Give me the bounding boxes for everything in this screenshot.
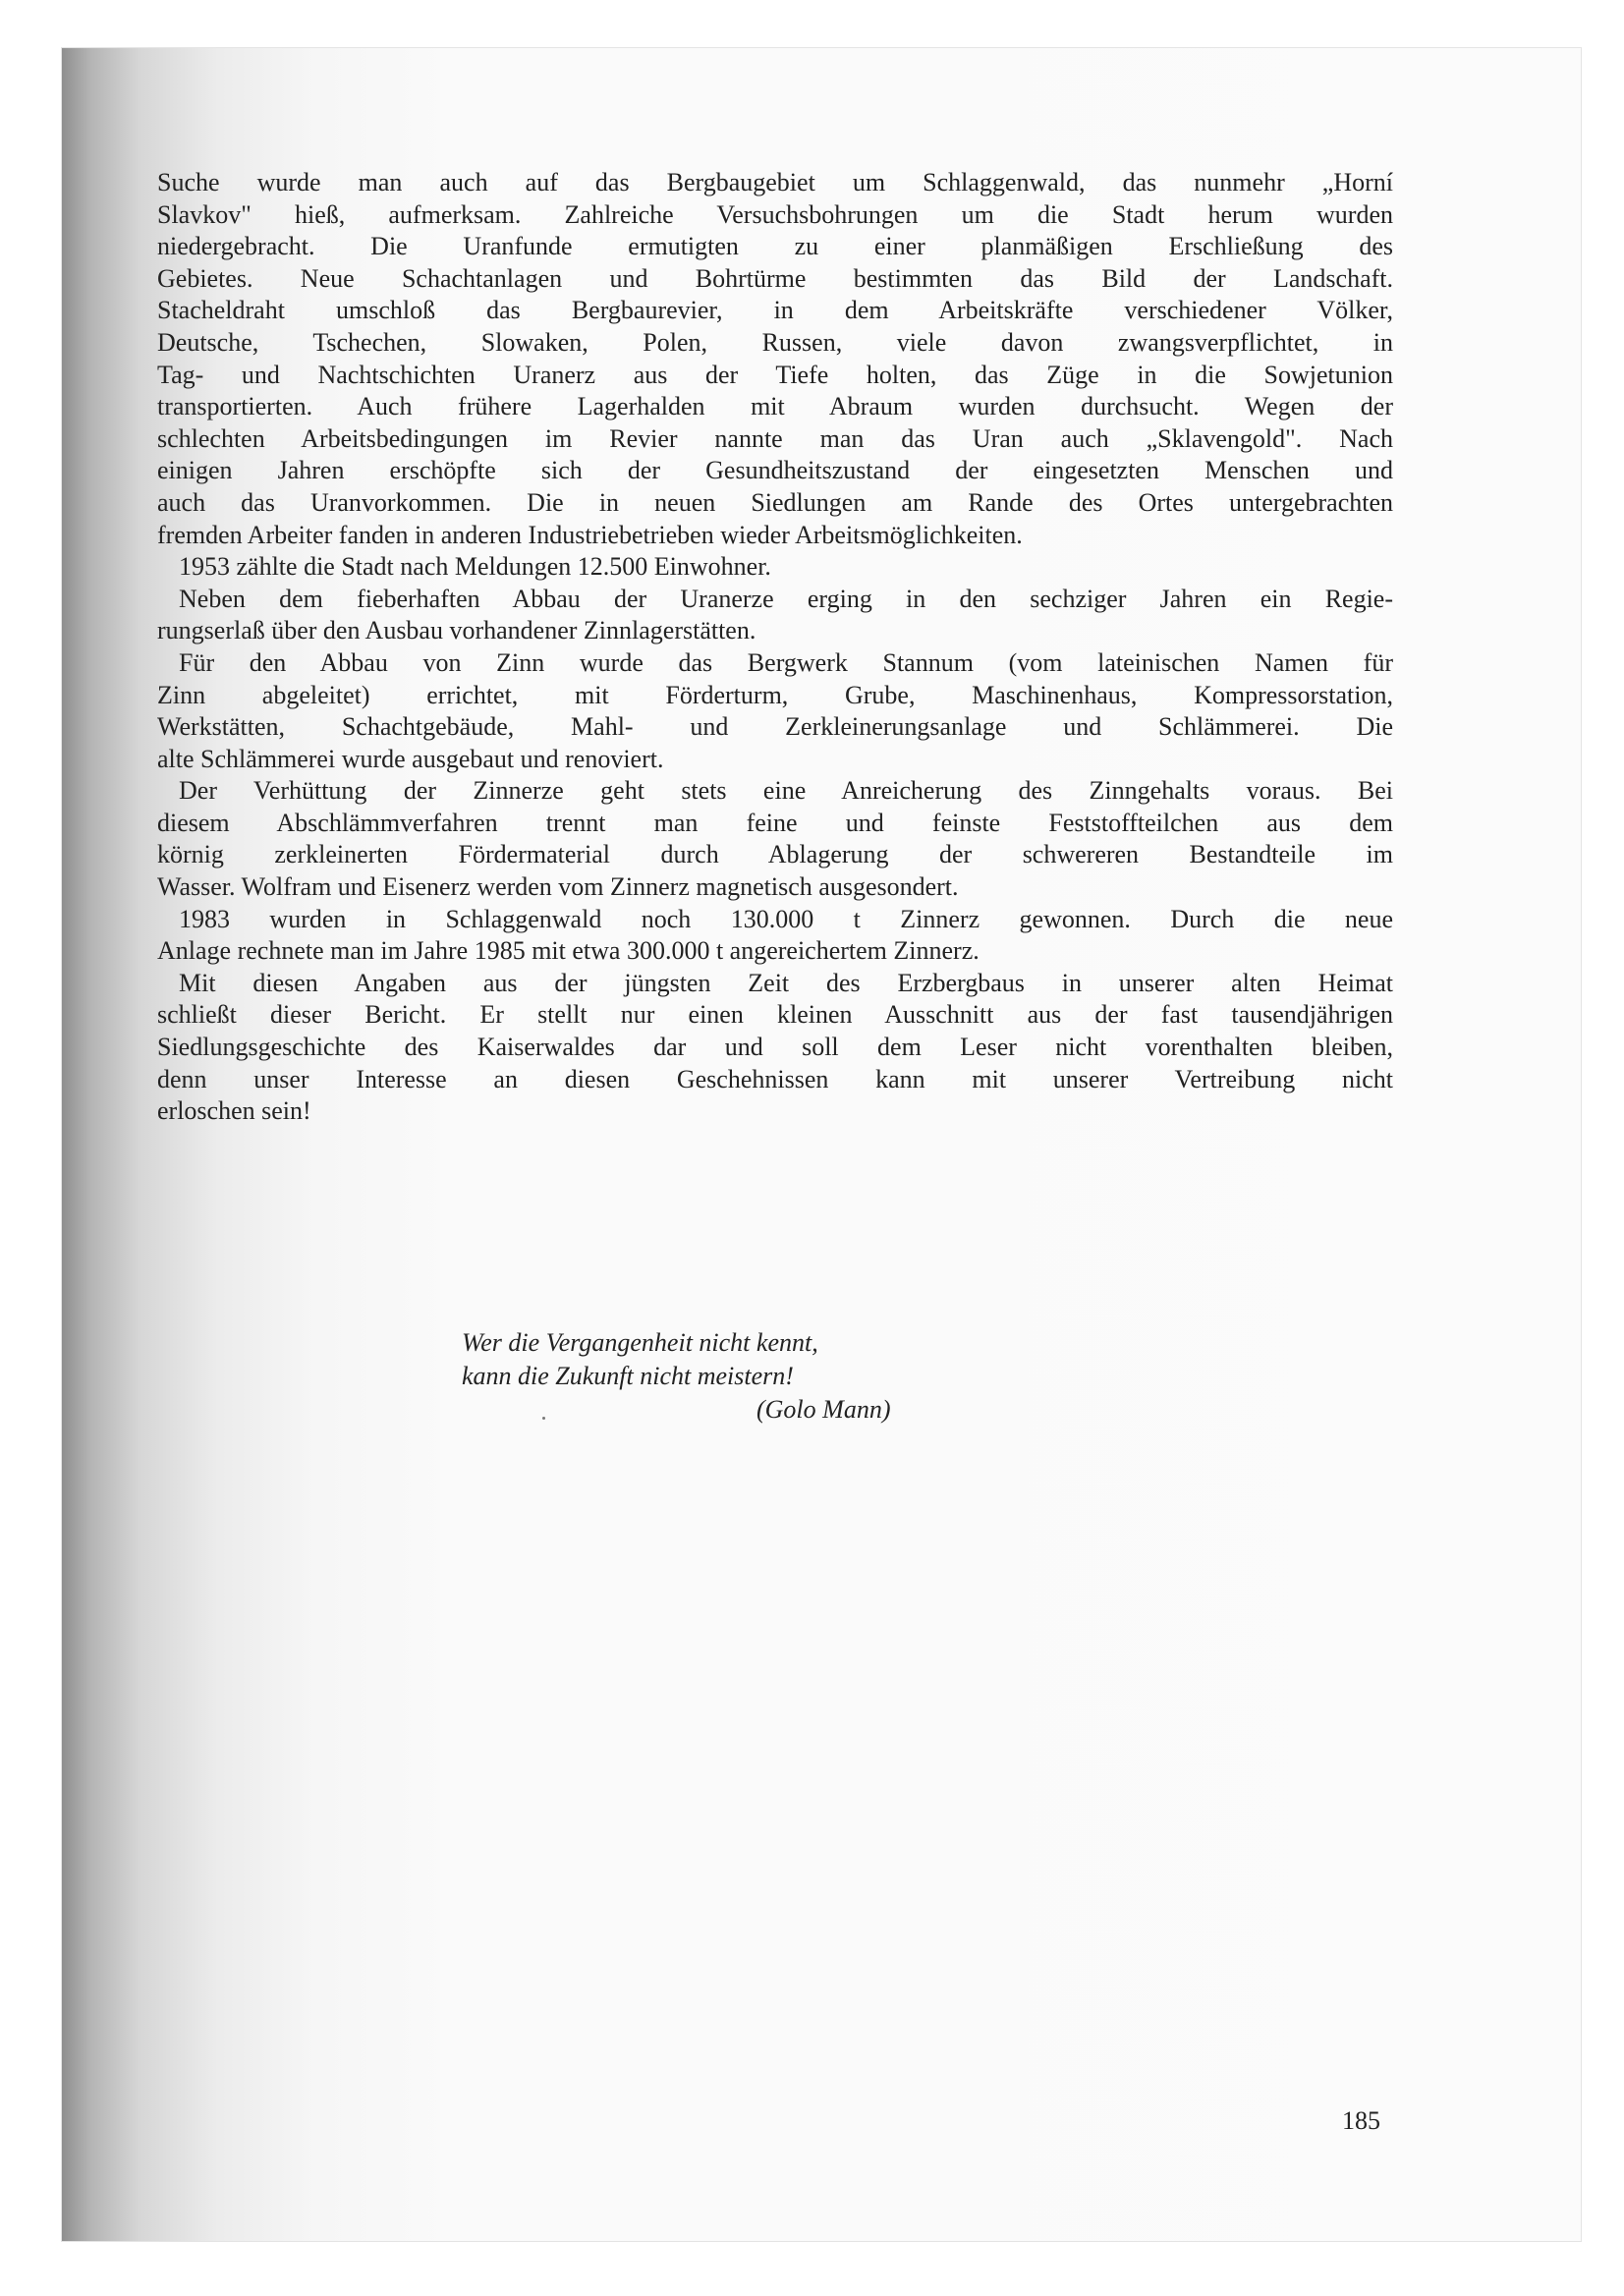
text-line: Stacheldraht umschloß das Bergbaurevier, in dem Arbeitskräfte verschiedener Völker,: [157, 296, 1393, 325]
text-line: rungserlaß über den Ausbau vorhandener Zinnlagerstätten.: [157, 616, 756, 645]
text-line: Werkstätten, Schachtgebäude, Mahl- und Zerkleinerungsanlage und Schlämmerei. Die: [157, 712, 1393, 742]
text-line: alte Schlämmerei wurde ausgebaut und renoviert.: [157, 744, 664, 773]
quote-line: Wer die Vergangenheit nicht kennt,: [462, 1328, 818, 1357]
closing-quote: [462, 1326, 890, 1427]
text-line: Wasser. Wolfram und Eisenerz werden vom Zinnerz magnetisch ausgesondert.: [157, 872, 959, 902]
text-line: niedergebracht. Die Uranfunde ermutigten zu einer planmäßigen Erschließung des: [157, 232, 1393, 261]
text-line: Zinn abgeleitet) errichtet, mit Förderturm, Grube, Maschinenhaus, Kompressorstation,: [157, 680, 1393, 709]
text-line: diesem Abschlämmverfahren trennt man feine und feinste Feststoffteilchen aus dem: [157, 808, 1393, 837]
text-line: schlechten Arbeitsbedingungen im Revier nannte man das Uran auch „Sklavengold". Nach: [157, 423, 1393, 453]
text-line: körnig zerkleinerten Fördermaterial durch Ablagerung der schwereren Bestandteile im: [157, 840, 1393, 869]
text-line: einigen Jahren erschöpfte sich der Gesundheitszustand der eingesetzten Menschen und: [157, 456, 1393, 485]
text-line: Der Verhüttung der Zinnerze geht stets eine Anreicherung des Zinngehalts voraus. Bei: [179, 776, 1393, 806]
text-line: schließt dieser Bericht. Er stellt nur einen kleinen Ausschnitt aus der fast tausendjährigen: [157, 1000, 1393, 1030]
text-line: auch das Uranvorkommen. Die in neuen Siedlungen am Rande des Ortes untergebrachten: [157, 487, 1393, 517]
text-line: Siedlungsgeschichte des Kaiserwaldes dar und soll dem Leser nicht vorenthalten bleiben,: [157, 1033, 1393, 1062]
body-text: [157, 167, 1393, 1128]
text-line: Gebietes. Neue Schachtanlagen und Bohrtürme bestimmten das Bild der Landschaft.: [157, 263, 1393, 293]
scan-speck: [542, 1417, 545, 1420]
text-line: 1983 wurden in Schlaggenwald noch 130.000 t Zinnerz gewonnen. Durch die neue: [179, 904, 1393, 933]
quote-line: kann die Zukunft nicht meistern!: [462, 1362, 794, 1390]
text-line: Suche wurde man auch auf das Bergbaugebiet um Schlaggenwald, das nunmehr „Horní: [157, 168, 1393, 196]
text-line: Anlage rechnete man im Jahre 1985 mit etwa 300.000 t angereichertem Zinnerz.: [157, 936, 980, 966]
quote-author: (Golo Mann): [756, 1395, 891, 1424]
text-line: transportierten. Auch frühere Lagerhalden mit Abraum wurden durchsucht. Wegen der: [157, 392, 1393, 421]
text-line: Mit diesen Angaben aus der jüngsten Zeit des Erzbergbaus in unserer alten Heimat: [179, 968, 1393, 997]
text-line: Neben dem fieberhaften Abbau der Uranerze erging in den sechziger Jahren ein Regie-: [179, 584, 1393, 613]
text-line: Slavkov" hieß, aufmerksam. Zahlreiche Versuchsbohrungen um die Stadt herum wurden: [157, 199, 1393, 229]
text-line: denn unser Interesse an diesen Geschehnissen kann mit unserer Vertreibung nicht: [157, 1064, 1393, 1093]
text-line: Deutsche, Tschechen, Slowaken, Polen, Russen, viele davon zwangsverpflichtet, in: [157, 327, 1393, 357]
text-line: 1953 zählte die Stadt nach Meldungen 12.500 Einwohner.: [179, 552, 771, 582]
text-line: fremden Arbeiter fanden in anderen Industriebetrieben wieder Arbeitsmöglichkeiten.: [157, 520, 1023, 549]
text-line: erloschen sein!: [157, 1096, 311, 1126]
text-line: Tag- und Nachtschichten Uranerz aus der Tiefe holten, das Züge in die Sowjetunion: [157, 360, 1393, 389]
page-number: 185: [1342, 2106, 1380, 2135]
text-line: Für den Abbau von Zinn wurde das Bergwerk Stannum (vom lateinischen Namen für: [179, 647, 1393, 677]
